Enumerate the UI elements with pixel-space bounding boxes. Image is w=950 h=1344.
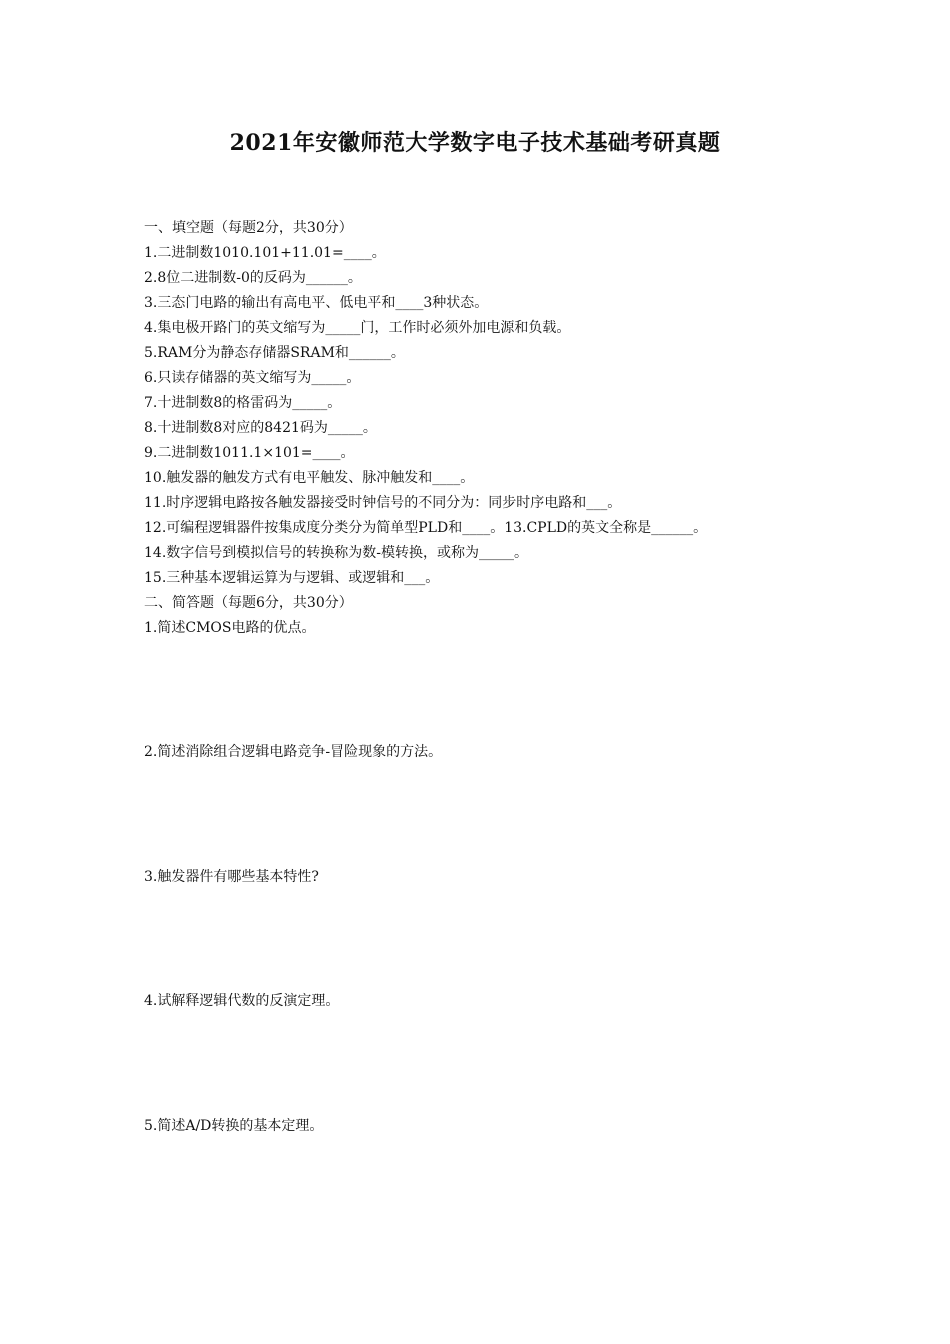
page-title: 2021年安徽师范大学数字电子技术基础考研真题 bbox=[229, 130, 721, 156]
question-short-2: 2.简述消除组合逻辑电路竞争-冒险现象的方法。 bbox=[144, 744, 443, 760]
question-short-4: 4.试解释逻辑代数的反演定理。 bbox=[144, 993, 340, 1009]
question-fill-14: 14.数字信号到模拟信号的转换称为数-模转换，或称为_____。 bbox=[144, 545, 528, 561]
question-fill-8: 8.十进制数8对应的8421码为_____。 bbox=[144, 420, 377, 436]
question-short-5: 5.简述A/D转换的基本定理。 bbox=[144, 1118, 324, 1134]
question-fill-9: 9.二进制数1011.1×101=____。 bbox=[144, 445, 355, 461]
question-fill-10: 10.触发器的触发方式有电平触发、脉冲触发和____。 bbox=[144, 470, 475, 486]
section-heading-short-answer: 二、简答题（每题6分，共30分） bbox=[144, 595, 353, 611]
section-heading-fill-in: 一、填空题（每题2分，共30分） bbox=[144, 220, 353, 236]
question-fill-7: 7.十进制数8的格雷码为_____。 bbox=[144, 395, 342, 411]
question-short-3: 3.触发器件有哪些基本特性? bbox=[144, 869, 319, 885]
question-fill-6: 6.只读存储器的英文缩写为_____。 bbox=[144, 370, 361, 386]
question-fill-1: 1.二进制数1010.101+11.01=____。 bbox=[144, 245, 386, 261]
question-short-1: 1.简述CMOS电路的优点。 bbox=[144, 620, 316, 636]
question-fill-2: 2.8位二进制数-0的反码为______。 bbox=[144, 270, 362, 286]
question-fill-4: 4.集电极开路门的英文缩写为_____门，工作时必须外加电源和负载。 bbox=[144, 320, 571, 336]
question-fill-5: 5.RAM分为静态存储器SRAM和______。 bbox=[144, 345, 405, 361]
question-fill-12-13: 12.可编程逻辑器件按集成度分类分为简单型PLD和____。13.CPLD的英文全称是______。 bbox=[144, 520, 708, 536]
question-fill-15: 15.三种基本逻辑运算为与逻辑、或逻辑和___。 bbox=[144, 570, 440, 586]
question-fill-3: 3.三态门电路的输出有高电平、低电平和____3种状态。 bbox=[144, 295, 489, 311]
question-fill-11: 11.时序逻辑电路按各触发器接受时钟信号的不同分为：同步时序电路和___。 bbox=[144, 495, 622, 511]
